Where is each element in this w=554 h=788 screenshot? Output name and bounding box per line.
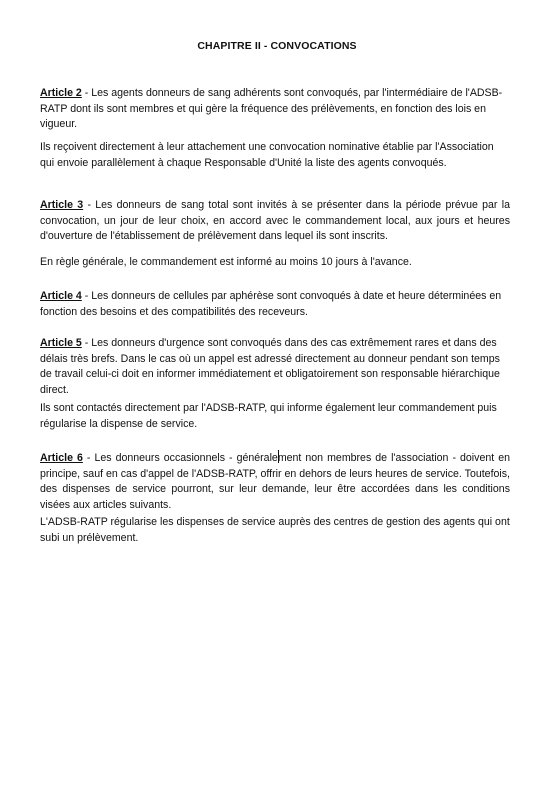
article-3-label: Article 3 bbox=[40, 199, 84, 211]
article-6-label: Article 6 bbox=[40, 452, 83, 464]
article-2-label: Article 2 bbox=[40, 87, 82, 99]
article-2-paragraph bbox=[40, 86, 510, 133]
article-5-paragraph bbox=[40, 336, 510, 398]
article-6-paragraph-2: L'ADSB-RATP régularise les dispenses de service auprès des centres de gestion des agents qui ont subi un prélèvement. bbox=[40, 516, 510, 544]
article-6-text-end: ment non membres de l'association - doivent en principe, sauf en cas d'appel de l'ADSB-RATP, offrir en dehors de leurs heures de service. Toutefois, des dispenses de service pourront, sur leur demande, leur être accordées dans les conditions visées aux articles suivants. bbox=[40, 452, 510, 511]
article-3-paragraph-2: En règle générale, le commandement est informé au moins 10 jours à l'avance. bbox=[40, 256, 412, 268]
article-4-text: - Les donneurs de cellules par aphérèse sont convoqués à date et heure déterminées en fonction des besoins et des compatibilités des receveurs. bbox=[40, 290, 502, 318]
article-2-text: - Les agents donneurs de sang adhérents sont convoqués, par l'intermédiaire de l'ADSB-RATP dont ils sont membres et qui gère la fréquence des prélèvements, en fonction des lois en vigueur. bbox=[40, 87, 503, 130]
article-2-paragraph-2: Ils reçoivent directement à leur attachement une convocation nominative établie par l'Association qui envoie parallèlement à chaque Responsable d'Unité la liste des agents convoqués. bbox=[40, 141, 494, 169]
article-5-text: - Les donneurs d'urgence sont convoqués dans des cas extrêmement rares et dans des délais très brefs. Dans le cas où un appel est adressé directement au donneur pendant son temps de travail celui-ci doit en informer immédiatement et obligatoirement son responsable hiérarchique direct. bbox=[40, 337, 500, 396]
article-6-text-start: - Les donneurs occasionnels - générale bbox=[82, 452, 278, 464]
article-3-paragraph bbox=[40, 198, 510, 245]
article-5-paragraph-2: Ils sont contactés directement par l'ADSB-RATP, qui informe également leur commandement puis régularise la dispense de service. bbox=[40, 402, 497, 430]
article-6-paragraph bbox=[40, 450, 510, 513]
article-5-label: Article 5 bbox=[40, 337, 82, 349]
article-3-text: - Les donneurs de sang total sont invités à se présenter dans la période prévue par la convocation, un jour de leur choix, en accord avec le commandement local, aux jours et heures d'ouverture de l'établissement de prélèvement dans lequel ils sont inscrits. bbox=[40, 199, 510, 242]
article-4-label: Article 4 bbox=[40, 290, 82, 302]
chapter-title: CHAPITRE II - CONVOCATIONS bbox=[197, 40, 357, 52]
article-4-paragraph bbox=[40, 289, 510, 320]
